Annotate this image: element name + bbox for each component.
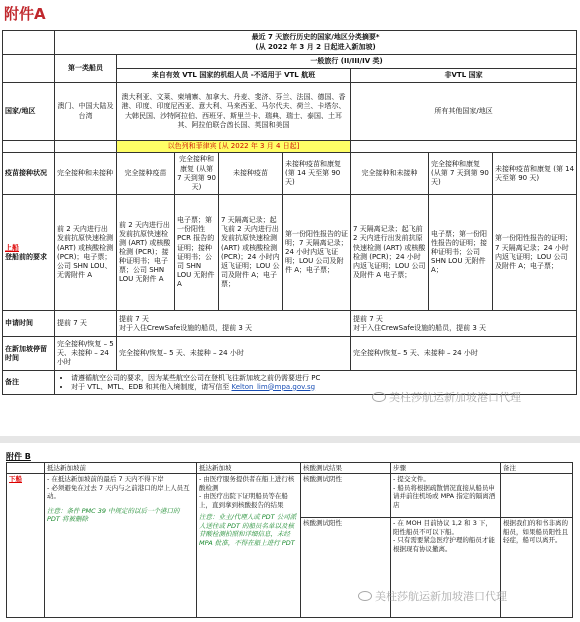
requirements-red-label: 上船: [5, 243, 19, 252]
vacc-cell: 未接种疫苗和康复 (第 14 天至第 90 天): [283, 153, 351, 195]
b-header: 备注: [501, 463, 573, 474]
row-label-vaccination: 疫苗接种状况: [3, 153, 55, 195]
b-header: 核酸测试结果: [301, 463, 391, 474]
vacc-cell: 完全接种和未接种: [351, 153, 429, 195]
general-travel-header: 一般旅行 (II/III/IV 类): [117, 55, 577, 69]
vacc-cell: 未接种疫苗: [219, 153, 283, 195]
watermark-text: 美柱莎航运新加坡港口代理: [375, 590, 507, 603]
wechat-icon: [358, 591, 372, 601]
non-vtl-header: 非VTL 国家: [351, 69, 577, 83]
requirements-label: 登船前的要求: [5, 252, 47, 261]
req-cell: 前 2 天内进行出发前抗原快速检测 (ART) 或核酸检测 (PCR)；接种证明书；电子票；公司 SHN LOU 无附件 A: [117, 195, 175, 311]
cat1-country: 澳门、中国大陆及台湾: [55, 83, 117, 141]
req-cell: 第一份阳性报告的证明；7 天隔离记录；24 小时内返飞证明；LOU 公司及附件 A；电子票；: [283, 195, 351, 311]
vacc-cell: 完全接种和康复 (从第 7 天到第 90 天): [175, 153, 219, 195]
b-arrival: [197, 474, 301, 618]
b-before-arrival-note: 注意：条件 PMC 39 中规定的以后一个港口的 PDT 将被删除: [47, 506, 180, 524]
b-pcr-negative: 核酸测试阴性: [301, 474, 391, 518]
req-cell: 电子票；第一份阳性报告的证明；接种证明书；公司 SHN LOU 无附件 A；: [429, 195, 493, 311]
b-remark-bottom: 根据我们的和书非离的船员，如果船员阳性且轻症，船可以离开。: [501, 518, 573, 618]
vacc-cell: 完全接种和康复 (从第 7 天到第 90 天): [429, 153, 493, 195]
apply-non-vtl: [351, 311, 577, 337]
b-header: [7, 463, 45, 474]
section-separator: [0, 436, 580, 443]
vacc-cell: 完全接种和未接种: [55, 153, 117, 195]
b-header: 抵达新加坡前: [45, 463, 197, 474]
row-label-requirements: [3, 195, 55, 311]
req-cell: 电子票；第一份阳性 PCR 报告的证明；接种证明书；公司 SHN LOU 无附件 A: [175, 195, 219, 311]
row-label-note: 备注: [3, 371, 55, 395]
req-cell: 第一份阳性报告的证明；7 天隔离记录；24 小时内返飞证明；LOU 公司及附件 A；电子票；: [493, 195, 577, 311]
row-label-country: 国家/地区: [3, 83, 55, 141]
b-pcr-positive: 核酸测试阳性: [301, 518, 391, 618]
apply-vtl-line2: 对于入住CrewSafe设施的船员，提前 3 天: [119, 323, 253, 332]
stay-non-vtl: 完全接种/恢复– 5 天、未接种 – 24 小时: [351, 337, 577, 371]
b-before-arrival: [45, 474, 197, 618]
highlight-note: 以色列和菲律宾 [从 2022 年 3 月 4 日起]: [117, 141, 351, 153]
vtl-group-header: 来自有效 VTL 国家的机组人员 -不适用于 VTL 航班: [117, 69, 351, 83]
vtl-country-list: 澳大利亚、文莱、柬埔寨、加拿大、丹麦、斐济、芬兰、法国、德国、香港、印度、印度尼西亚、意大利、马来西亚、马尔代夫、荷兰、卡塔尔、大韩民国、沙特阿拉伯、西班牙、斯里兰卡、瑞典、瑞士、泰国、土耳其、阿拉伯联合酋长国、英国和美国: [121, 93, 346, 129]
other-countries: 所有其他国家/地区: [351, 83, 577, 141]
table-caption: [55, 31, 577, 55]
watermark-text: 美柱莎航运新加坡港口代理: [389, 391, 521, 404]
vtl-countries: [117, 83, 351, 141]
apply-non-line2: 对于入住CrewSafe设施的船员，提前 3 天: [353, 323, 487, 332]
wechat-icon: [372, 392, 386, 402]
caption-line-1: 最近 7 天旅行历史的国家/地区分类摘要*: [251, 33, 380, 42]
caption-line-2: (从 2022 年 3 月 2 日起进入新加坡): [255, 42, 376, 51]
contact-email-link[interactable]: Kelton_lim@mpa.gov.sg: [231, 382, 316, 391]
watermark: [372, 389, 521, 405]
b-row-label: 下船: [7, 474, 45, 618]
b-steps-positive: - 在 MOH 目前协议 1,2 和 3 下，阳性船员不可以下船。 - 只有需要紧急医疗护理的船员才能根据现有协议撤离。: [391, 518, 501, 618]
req-cell: 前 2 天内进行出发前抗原快速检测 (ART) 或核酸检测 (PCR)；电子票；公司 SHN LOU、无需附件 A: [55, 195, 117, 311]
apply-cat1: 提前 7 天: [55, 311, 117, 337]
apply-vtl-line1: 提前 7 天: [119, 314, 149, 323]
b-steps-negative: - 提交文件。 - 船员将根据疏散情况直接从船员申请并前往机场或 MPA 指定的隔离酒店: [391, 474, 501, 518]
row-label-apply: 申请时间: [3, 311, 55, 337]
note-item-2-text: 对于 VTL、MTL、EDB 和其他入境制度，请写信至: [71, 382, 230, 391]
annex-b-title: 附件 B: [6, 452, 31, 461]
b-header: 步骤: [391, 463, 501, 474]
row-label-stay: 在新加坡停留时间: [3, 337, 55, 371]
watermark-bottom: [358, 588, 507, 604]
b-header: 抵达新加坡: [197, 463, 301, 474]
stay-vtl: 完全接种/恢复– 5 天、未接种 – 24 小时: [117, 337, 351, 371]
annex-a-table: [2, 30, 577, 395]
stay-cat1: 完全接种/恢复 – 5 天、未接种 – 24 小时: [55, 337, 117, 371]
cat1-header: 第一类船员: [55, 55, 117, 83]
vacc-cell: 未接种疫苗和康复 (第 14 天至第 90 天): [493, 153, 577, 195]
vacc-cell: 完全接种疫苗: [117, 153, 175, 195]
apply-non-line1: 提前 7 天: [353, 314, 383, 323]
apply-vtl: [117, 311, 351, 337]
b-before-arrival-text: - 在抵达新加坡前的最后 7 天内不得下岸 - 必须避免在过去 7 天内与之前港口的岸上人员互动。: [47, 475, 190, 501]
req-cell: 7 天隔离记录；起飞前 2 天内进行出发前抗原快速检测 (ART) 或核酸检测 (PCR)；24 小时内返飞证明；LOU 公司及附件 A；电子票；: [219, 195, 283, 311]
b-arrival-text: - 由医疗服务提供者在船上进行核酸检测 - 由医疗出院下证明船员等在船上，直到拿到核酸报告的结果: [199, 475, 295, 509]
annex-a-title: 附件A: [4, 5, 46, 23]
b-remark-top: [501, 474, 573, 518]
b-arrival-note: 注意：业主/代理人或 PDT 公司派人送往或 PDT 的船员名单以及核苷酸检测拍照和详细信息，未经 MPA 批准，不得在船上进行 PDT: [199, 513, 297, 547]
req-cell: 7 天隔离记录；起飞前 2 天内进行出发前抗原快速检测 (ART) 或核酸检测 (PCR)；24 小时内返飞证明；LOU 公司及附件 A 电子票；: [351, 195, 429, 311]
note-item-1: • 请遵循航空公司的要求，因为某些航空公司在登机飞往新加坡之前仍需要进行 PC: [71, 374, 574, 383]
